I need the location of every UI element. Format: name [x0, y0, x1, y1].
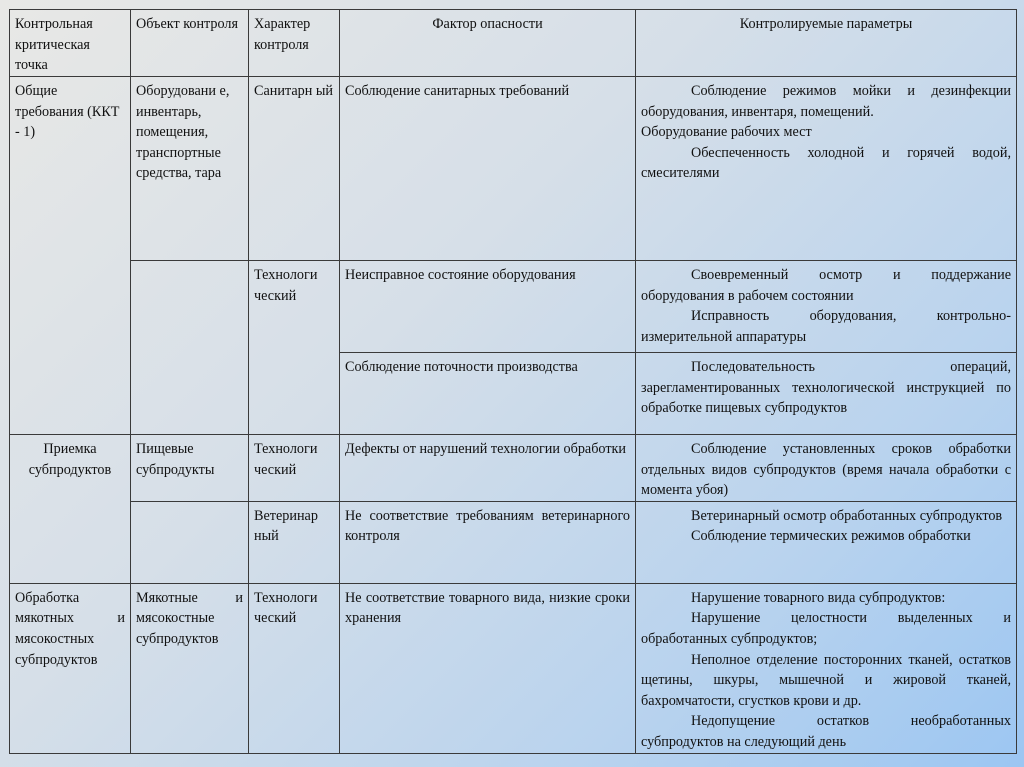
table-row	[10, 77, 1017, 261]
cell-hazard-factor: Соблюдение санитарных требований	[340, 77, 636, 261]
cell-control-point: Приемка субпродуктов	[10, 435, 131, 584]
cell-hazard-factor: Дефекты от нарушений технологии обработки	[340, 435, 636, 502]
cell-controlled-parameters	[636, 77, 1017, 261]
cell-controlled-parameters	[636, 583, 1017, 753]
cell-hazard-factor: Не соответствие товарного вида, низкие сроки хранения	[340, 583, 636, 753]
parameter-text: Неполное отделение посторонних тканей, остатков щетины, шкуры, мышечной и жировой тканей, бахромчатости, сгустков крови и др.	[641, 651, 1011, 709]
cell-control-nature: Технологи ческий	[249, 435, 340, 502]
hazard-control-table-container	[9, 9, 1016, 754]
cell-control-nature: Ветеринар ный	[249, 501, 340, 583]
cell-hazard-factor: Неисправное состояние оборудования	[340, 261, 636, 353]
cell-control-object: Мякотные и мясокостные субпродуктов	[131, 583, 249, 753]
parameter-text: Нарушение целостности выделенных и обработанных субпродуктов;	[641, 610, 1011, 647]
cell-control-object-empty	[131, 501, 249, 583]
cell-control-nature: Технологи ческий	[249, 583, 340, 753]
header-control-point: Контрольная критическая точка	[10, 10, 131, 77]
cell-hazard-factor: Не соответствие требованиям ветеринарного контроля	[340, 501, 636, 583]
cell-controlled-parameters	[636, 435, 1017, 502]
cell-controlled-parameters	[636, 353, 1017, 435]
cell-control-point: Обработка мякотных и мясокостных субпродуктов	[10, 583, 131, 753]
table-row	[10, 261, 1017, 353]
parameter-text: Оборудование рабочих мест	[641, 124, 812, 141]
cell-control-point: Общие требования (ККТ - 1)	[10, 77, 131, 435]
header-control-nature: Характер контроля	[249, 10, 340, 77]
header-control-object: Объект контроля	[131, 10, 249, 77]
parameter-text: Соблюдение установленных сроков обработки отдельных видов субпродуктов (время начала обработки с момента убоя)	[641, 441, 1011, 499]
parameter-text: Ветеринарный осмотр обработанных субпродуктов	[691, 507, 1003, 524]
parameter-text: Своевременный осмотр и поддержание оборудования в рабочем состоянии	[641, 267, 1011, 304]
parameter-text: Обеспеченность холодной и горячей водой, смесителями	[641, 144, 1011, 182]
cell-control-object-empty	[131, 261, 249, 435]
table-row	[10, 435, 1017, 502]
cell-controlled-parameters	[636, 261, 1017, 353]
header-hazard-factor: Фактор опасности	[340, 10, 636, 77]
hazard-control-table	[9, 9, 1017, 754]
header-controlled-parameters: Контролируемые параметры	[636, 10, 1017, 77]
parameter-text: Недопущение остатков необработанных субпродуктов на следующий день	[641, 713, 1011, 750]
cell-control-object: Оборудовани е, инвентарь, помещения, транспортные средства, тара	[131, 77, 249, 261]
table-row	[10, 501, 1017, 583]
parameter-text: Исправность оборудования, контрольно-измерительной аппаратуры	[641, 308, 1011, 345]
table-row	[10, 583, 1017, 753]
cell-controlled-parameters	[636, 501, 1017, 583]
cell-control-object: Пищевые субпродукты	[131, 435, 249, 502]
parameter-text: Нарушение товарного вида субпродуктов:	[691, 589, 946, 606]
parameter-text: Соблюдение термических режимов обработки	[691, 528, 971, 545]
cell-control-nature: Технологи ческий	[249, 261, 340, 435]
parameter-text: Соблюдение режимов мойки и дезинфекции оборудования, инвентаря, помещений.	[641, 83, 1011, 120]
parameter-text: Последовательность операций, зарегламентированных технологической инструкцией по обработке пищевых субпродуктов	[641, 359, 1011, 417]
table-header-row	[10, 10, 1017, 77]
cell-control-nature: Санитарн ый	[249, 77, 340, 261]
cell-hazard-factor: Соблюдение поточности производства	[340, 353, 636, 435]
